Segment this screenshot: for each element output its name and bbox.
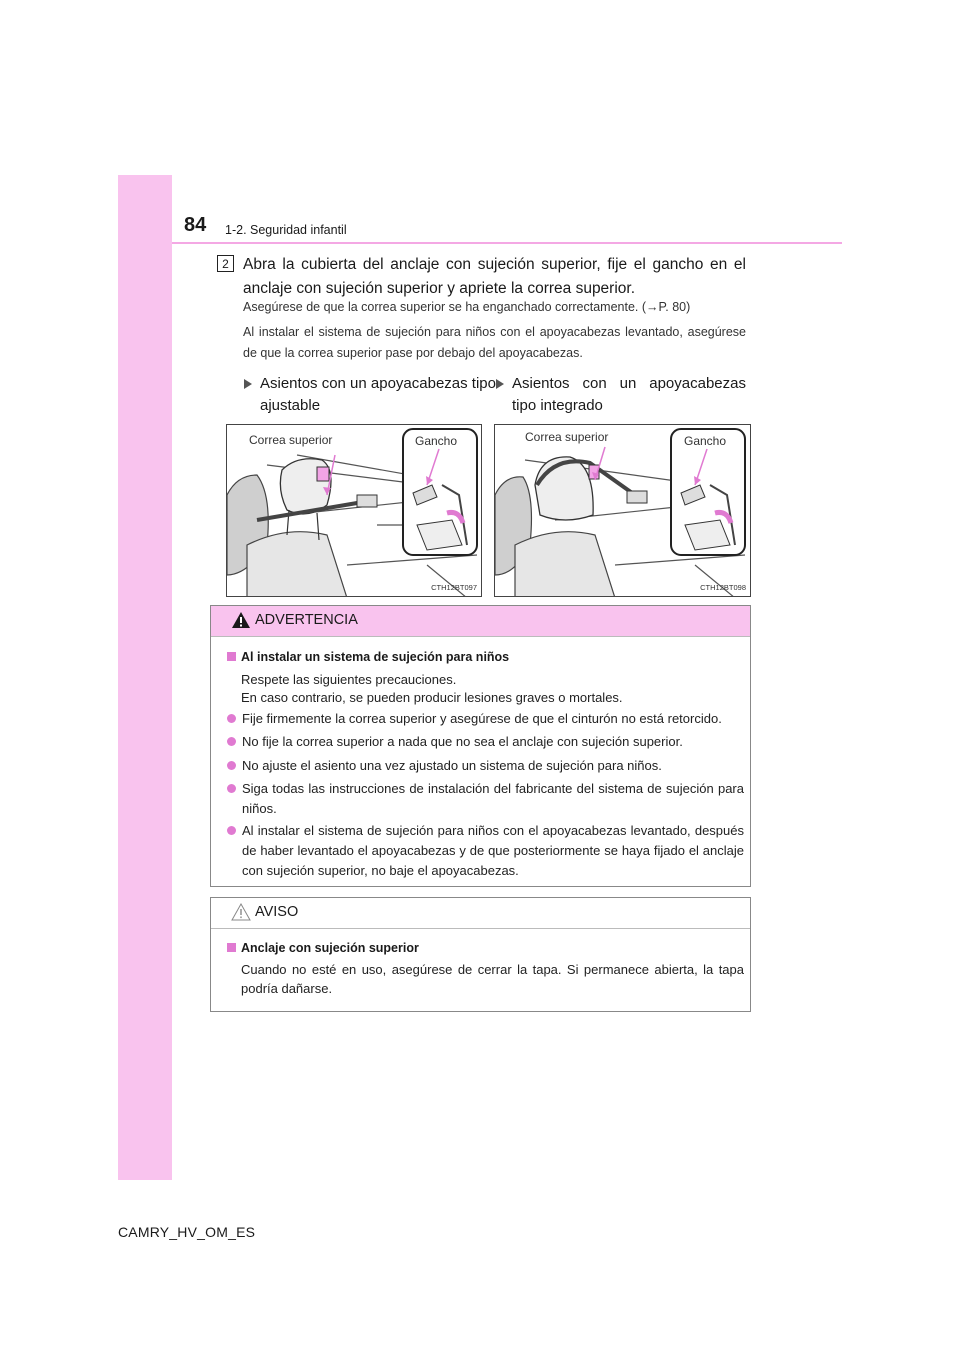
step-instruction: Abra la cubierta del anclaje con sujeción superior, fije el gancho en el anclaje con sujeción superior y apriete la correa superior. bbox=[243, 256, 746, 297]
warning-header bbox=[211, 606, 750, 637]
warning-intro-2: En caso contrario, se pueden producir lesiones graves o mortales. bbox=[241, 690, 623, 705]
page-number: 84 bbox=[184, 214, 207, 236]
square-bullet-icon bbox=[227, 943, 236, 952]
section-title: 1-2. Seguridad infantil bbox=[225, 223, 347, 237]
step-note-strap: Asegúrese de que la correa superior se ha enganchado correctamente. (→P. 80) bbox=[243, 300, 691, 314]
figure-code: CTH12BT097 bbox=[431, 583, 477, 592]
notice-header bbox=[211, 898, 750, 929]
figure-right-heading: Asientos con un apoyacabezas tipo integrado bbox=[512, 373, 746, 417]
notice-panel bbox=[210, 897, 751, 1012]
square-bullet-icon bbox=[227, 652, 236, 661]
figure-left-heading: Asientos con un apoyacabezas tipo ajustable bbox=[260, 373, 498, 417]
figure-code: CTH12BT098 bbox=[700, 583, 746, 592]
caution-triangle-icon bbox=[231, 903, 251, 921]
header-divider bbox=[172, 242, 842, 244]
notice-title: AVISO bbox=[255, 904, 299, 920]
figure-adjustable-headrest bbox=[226, 424, 482, 597]
label-top-strap: Correa superior bbox=[525, 430, 609, 444]
headrest-illustration bbox=[495, 425, 751, 597]
bullet-dot-icon bbox=[227, 714, 236, 723]
bullet-dot-icon bbox=[227, 784, 236, 793]
notice-text: Cuando no esté en uso, asegúrese de cerrar la tapa. Si permanece abierta, la tapa podría dañarse. bbox=[241, 962, 744, 996]
warning-item: Al instalar el sistema de sujeción para niños con el apoyacabezas levantado, después de haber levantado el apoyacabezas y de que posteriormente se haya fijado el anclaje con sujeción superior, no baje el apoyacabezas. bbox=[227, 821, 744, 881]
document-code: CAMRY_HV_OM_ES bbox=[118, 1224, 256, 1240]
triangle-bullet-icon bbox=[244, 379, 252, 389]
bullet-dot-icon bbox=[227, 826, 236, 835]
warning-item: No fije la correa superior a nada que no sea el anclaje con sujeción superior. bbox=[227, 732, 744, 752]
chapter-sidebar-tab bbox=[118, 175, 172, 1180]
warning-panel bbox=[210, 605, 751, 887]
bullet-dot-icon bbox=[227, 737, 236, 746]
figure-integrated-headrest bbox=[494, 424, 751, 597]
headrest-illustration bbox=[227, 425, 482, 597]
label-hook: Gancho bbox=[684, 434, 727, 448]
triangle-bullet-icon bbox=[496, 379, 504, 389]
step-note-headrest: Al instalar el sistema de sujeción para niños con el apoyacabezas levantado, asegúrese de que la correa superior pase por debajo del apoyacabezas. bbox=[243, 325, 746, 360]
warning-triangle-icon bbox=[231, 611, 251, 629]
label-top-strap: Correa superior bbox=[249, 433, 333, 447]
notice-block-title: Anclaje con sujeción superior bbox=[227, 941, 419, 955]
warning-title: ADVERTENCIA bbox=[255, 612, 358, 628]
bullet-dot-icon bbox=[227, 761, 236, 770]
warning-item: Fije firmemente la correa superior y asegúrese de que el cinturón no está retorcido. bbox=[227, 709, 744, 729]
warning-intro-1: Respete las siguientes precauciones. bbox=[241, 672, 457, 687]
label-hook: Gancho bbox=[415, 434, 458, 448]
warning-item: Siga todas las instrucciones de instalación del fabricante del sistema de sujeción para niños. bbox=[227, 779, 744, 819]
step-number: 2 bbox=[217, 255, 234, 272]
warning-block-title: Al instalar un sistema de sujeción para niños bbox=[227, 650, 509, 664]
warning-item: No ajuste el asiento una vez ajustado un sistema de sujeción para niños. bbox=[227, 756, 744, 776]
